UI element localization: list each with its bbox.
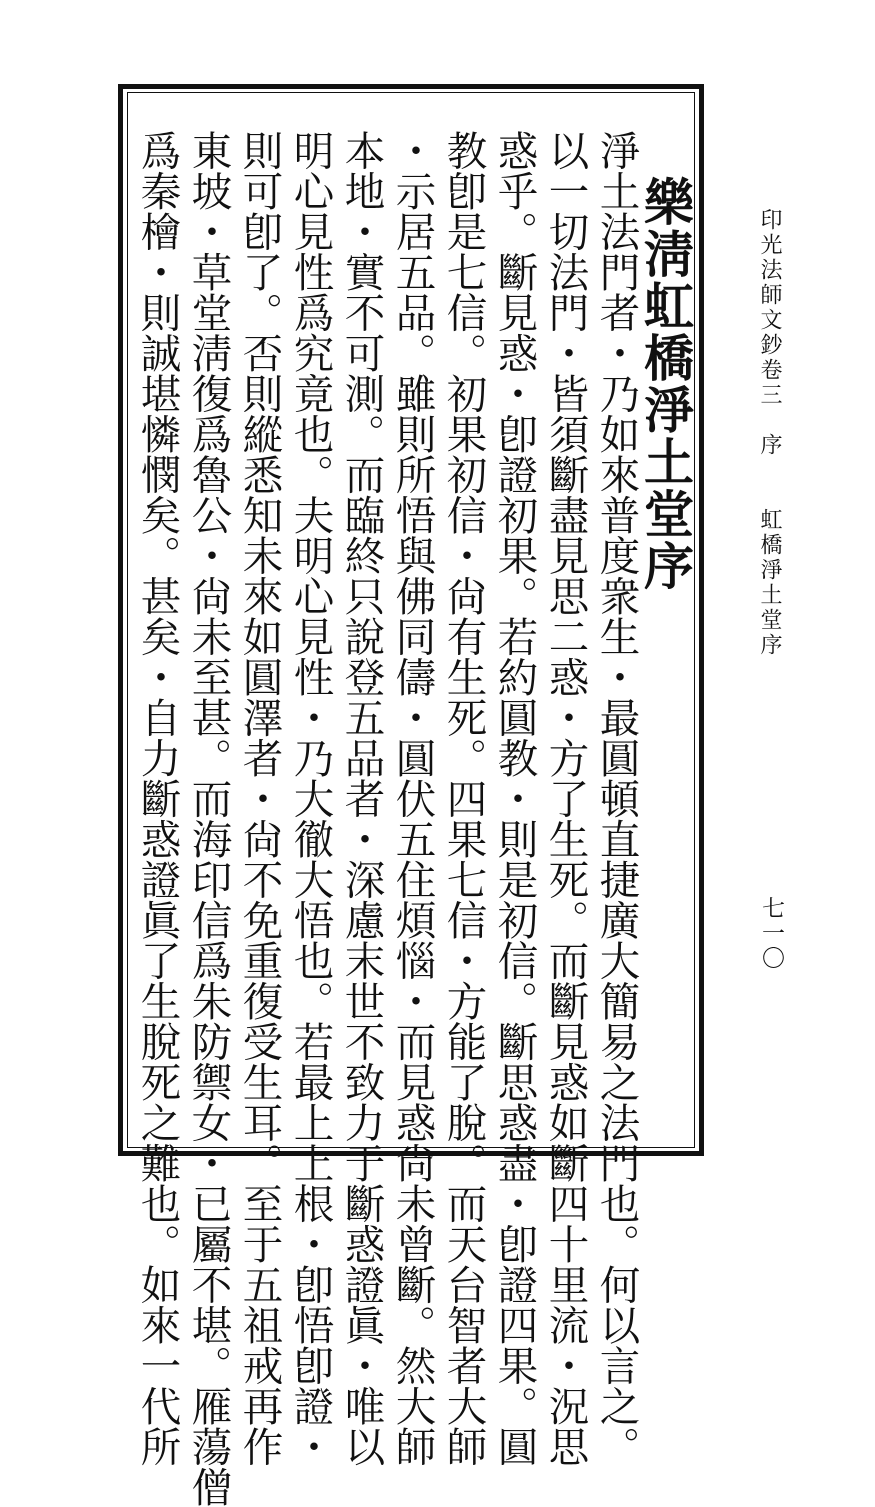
text-column-9: 東坡・草堂淸復爲魯公・尙未至甚。而海印信爲朱防禦女・已屬不堪。雁蕩僧	[184, 130, 233, 1507]
text-column-10: 爲秦檜・則誠堪憐憫矣。甚矣・自力斷惑證眞了生脫死之難也。如來一代所	[133, 130, 182, 1467]
text-column-8: 則可卽了。否則縱悉知未來如圓澤者・尙不免重復受生耳。至于五祖戒再作	[235, 130, 284, 1467]
text-column-3: 惑乎。斷見惑・卽證初果。若約圓教・則是初信。斷思惑盡・卽證四果。圓	[490, 130, 539, 1467]
section-title: 樂淸虹橋淨土堂序	[636, 176, 695, 592]
text-column-1: 淨土法門者・乃如來普度衆生・最圓頓直捷廣大簡易之法門也。何以言之。	[592, 130, 641, 1467]
text-column-4: 教卽是七信。初果初信・尙有生死。四果七信・方能了脫。而天台智者大師	[439, 130, 488, 1467]
text-column-5: ・示居五品。雖則所悟與佛同儔・圓伏五住煩惱・而見惑尙未曾斷。然大師	[388, 130, 437, 1467]
text-column-6: 本地・實不可測。而臨終只說登五品者・深慮末世不致力于斷惑證眞・唯以	[337, 130, 386, 1467]
text-column-2: 以一切法門・皆須斷盡見思二惑・方了生死。而斷見惑如斷四十里流・況思	[541, 130, 590, 1467]
running-head: 印光法師文鈔卷三 序 虹橋淨土堂序	[757, 208, 782, 658]
text-column-7: 明心見性爲究竟也。夫明心見性・乃大徹大悟也。若最上上根・卽悟卽證・	[286, 130, 335, 1467]
page-number: 七一〇	[758, 896, 784, 971]
